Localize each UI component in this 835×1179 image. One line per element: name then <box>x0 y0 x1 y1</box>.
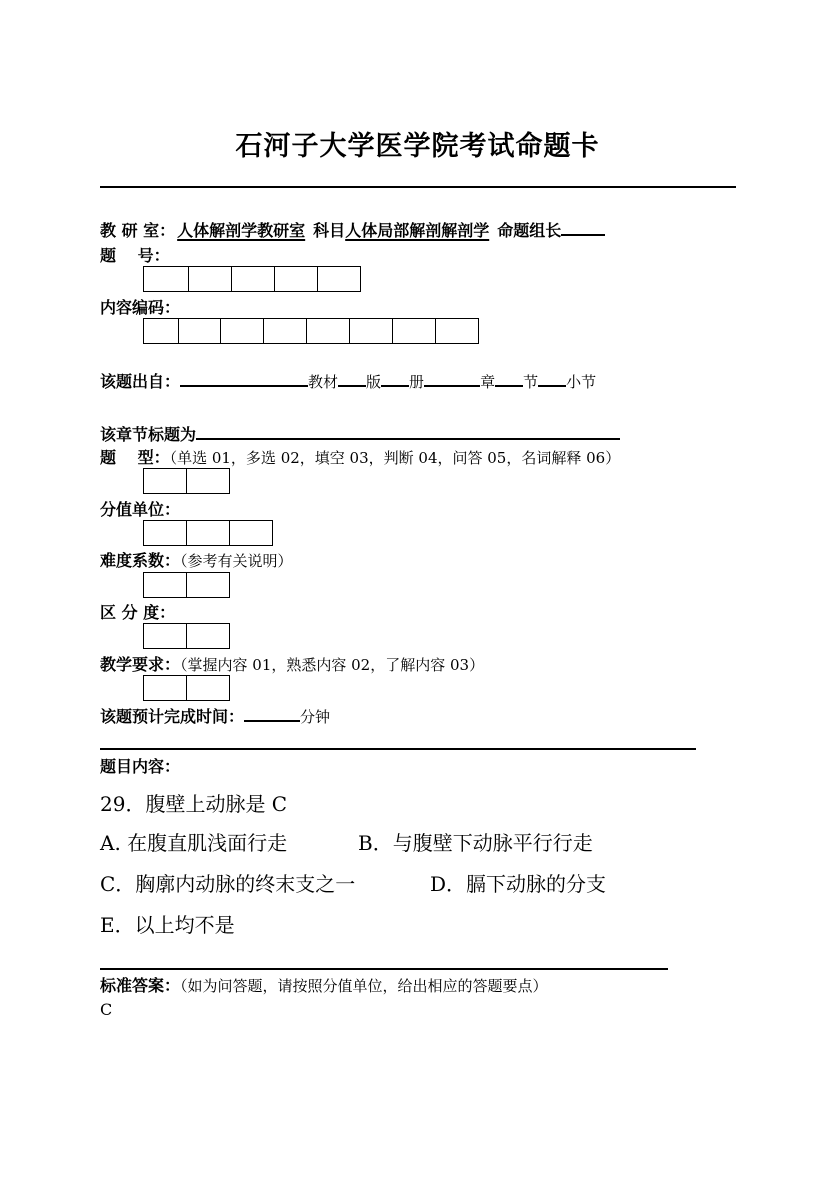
chuzi-label: 该题出自： <box>100 372 181 391</box>
option-b: B．与腹壁下动脉平行行走 <box>358 831 593 855</box>
nandu-boxes <box>143 572 230 598</box>
jiaocai-text: 教材 <box>308 373 339 391</box>
tixing-label: 题 型： <box>100 448 170 467</box>
tixing-note: （单选 01，多选 02，填空 03，判断 04，问答 05，名词解释 06） <box>169 449 621 467</box>
chuzi-blank <box>180 369 308 387</box>
shijian-label: 该题预计完成时间： <box>100 707 245 726</box>
answer-note: （如为问答题，请按照分值单位，给出相应的答题要点） <box>180 977 548 995</box>
title-divider <box>100 186 736 188</box>
neirong-label: 内容编码： <box>100 298 181 317</box>
biaoti-label: 该章节标题为 <box>100 425 197 444</box>
shijian-blank <box>244 704 300 722</box>
fenzhi-boxes <box>143 520 273 546</box>
neirong-boxes <box>143 318 479 344</box>
xiaojie-text: 小节 <box>566 373 597 391</box>
yaoqiu-row <box>100 652 484 675</box>
jie-blank <box>495 369 523 387</box>
tixing-boxes <box>143 468 230 494</box>
zuzhang-label: 命题组长 <box>497 221 562 240</box>
xiaojie-blank <box>538 369 566 387</box>
kemu-label: 科目 <box>313 221 346 240</box>
ce-text: 册 <box>409 373 425 391</box>
header-row <box>100 218 605 241</box>
option-a: A. 在腹直肌浅面行走 <box>100 831 288 855</box>
kemu-value: 人体局部解剖解剖学 <box>345 221 490 240</box>
fenzhi-label: 分值单位： <box>100 500 181 519</box>
nandu-note: （参考有关说明） <box>180 552 293 570</box>
yaoqiu-note: （掌握内容 01，熟悉内容 02，了解内容 03） <box>180 656 485 674</box>
tixing-row <box>100 445 620 468</box>
option-c: C．胸廓内动脉的终末支之一 <box>100 872 356 896</box>
jiaoyanshi-value: 人体解剖学教研室 <box>177 221 306 240</box>
question-stem: 29．腹壁上动脉是 C <box>100 792 288 816</box>
nandu-label: 难度系数： <box>100 551 181 570</box>
yaoqiu-boxes <box>143 675 230 701</box>
jie-text: 节 <box>523 373 539 391</box>
tihao-label: 题 号： <box>100 246 170 265</box>
tihao-boxes <box>143 266 361 292</box>
question-divider <box>100 748 696 750</box>
zhang-text: 章 <box>480 373 496 391</box>
qufendu-label: 区 分 度： <box>100 603 176 622</box>
yaoqiu-label: 教学要求： <box>100 655 181 674</box>
nandu-row <box>100 548 293 571</box>
page-title: 石河子大学医学院考试命题卡 <box>235 131 600 162</box>
biaoti-row <box>100 422 620 445</box>
answer-divider <box>100 968 668 970</box>
ban-blank <box>338 369 366 387</box>
chuzi-row <box>100 369 596 392</box>
answer-row <box>100 973 548 996</box>
option-e: E．以上均不是 <box>100 913 235 937</box>
shijian-unit: 分钟 <box>300 708 331 726</box>
ce-blank <box>381 369 409 387</box>
jiaoyanshi-label: 教 研 室： <box>100 221 176 240</box>
option-d: D．膈下动脉的分支 <box>430 872 607 896</box>
zuzhang-blank <box>561 218 605 236</box>
shijian-row <box>100 704 330 727</box>
question-label: 题目内容： <box>100 757 181 776</box>
ban-text: 版 <box>366 373 382 391</box>
biaoti-blank <box>196 422 620 440</box>
answer-value: C <box>100 1000 113 1019</box>
zhang-blank <box>424 369 480 387</box>
answer-label: 标准答案： <box>100 976 181 995</box>
qufendu-boxes <box>143 623 230 649</box>
